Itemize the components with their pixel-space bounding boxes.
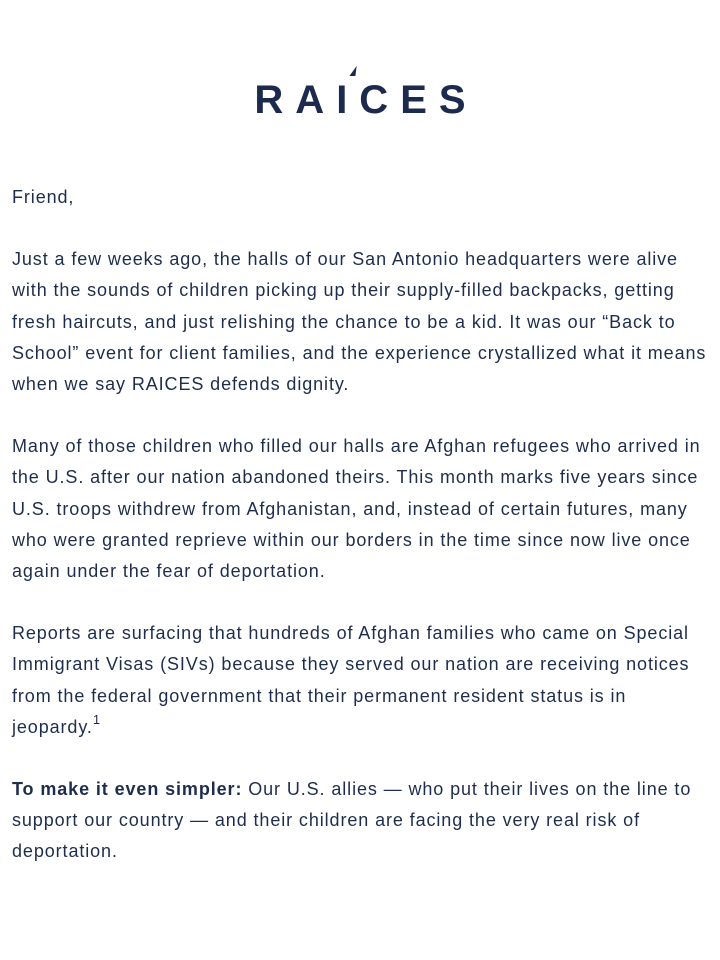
paragraph-simpler-text: Our U.S. allies — who put their lives on the line to support our country — and their children are facing the very real risk of deportation. — [12, 779, 692, 862]
raices-logo[interactable] — [242, 80, 477, 120]
email-header — [0, 62, 720, 122]
logo-accent-mark — [349, 66, 358, 76]
paragraph-siv-text: Reports are surfacing that hundreds of Afghan families who came on Special Immigrant Visas (SIVs) because they served our nation are receiving notices from the federal government that their permanent resident status is in jeopardy. — [12, 623, 690, 737]
email-content — [12, 182, 712, 899]
paragraph-simpler-lead: To make it even simpler: — [12, 779, 243, 800]
paragraph-simpler — [12, 774, 712, 868]
footnote-marker[interactable]: 1 — [92, 711, 101, 727]
paragraph-afghan-refugees: Many of those children who filled our halls are Afghan refugees who arrived in the U.S. after our nation abandoned theirs. This month marks five years since U.S. troops withdrew from Afghanistan, and, instead of certain futures, many who were granted reprieve within our borders in the time since now live once again under the fear of deportation. — [12, 436, 701, 582]
paragraph-back-to-school: Just a few weeks ago, the halls of our San Antonio headquarters were alive with the sounds of children picking up their supply-filled backpacks, getting fresh haircuts, and just relishing the chance to be a kid. It was our “Back to School” event for client families, and the experience crystallized what it means when we say RAICES defends dignity. — [12, 249, 707, 395]
logo-text: RAICES — [254, 78, 478, 122]
paragraph-siv-reports — [12, 618, 712, 743]
greeting: Friend, — [12, 187, 75, 207]
